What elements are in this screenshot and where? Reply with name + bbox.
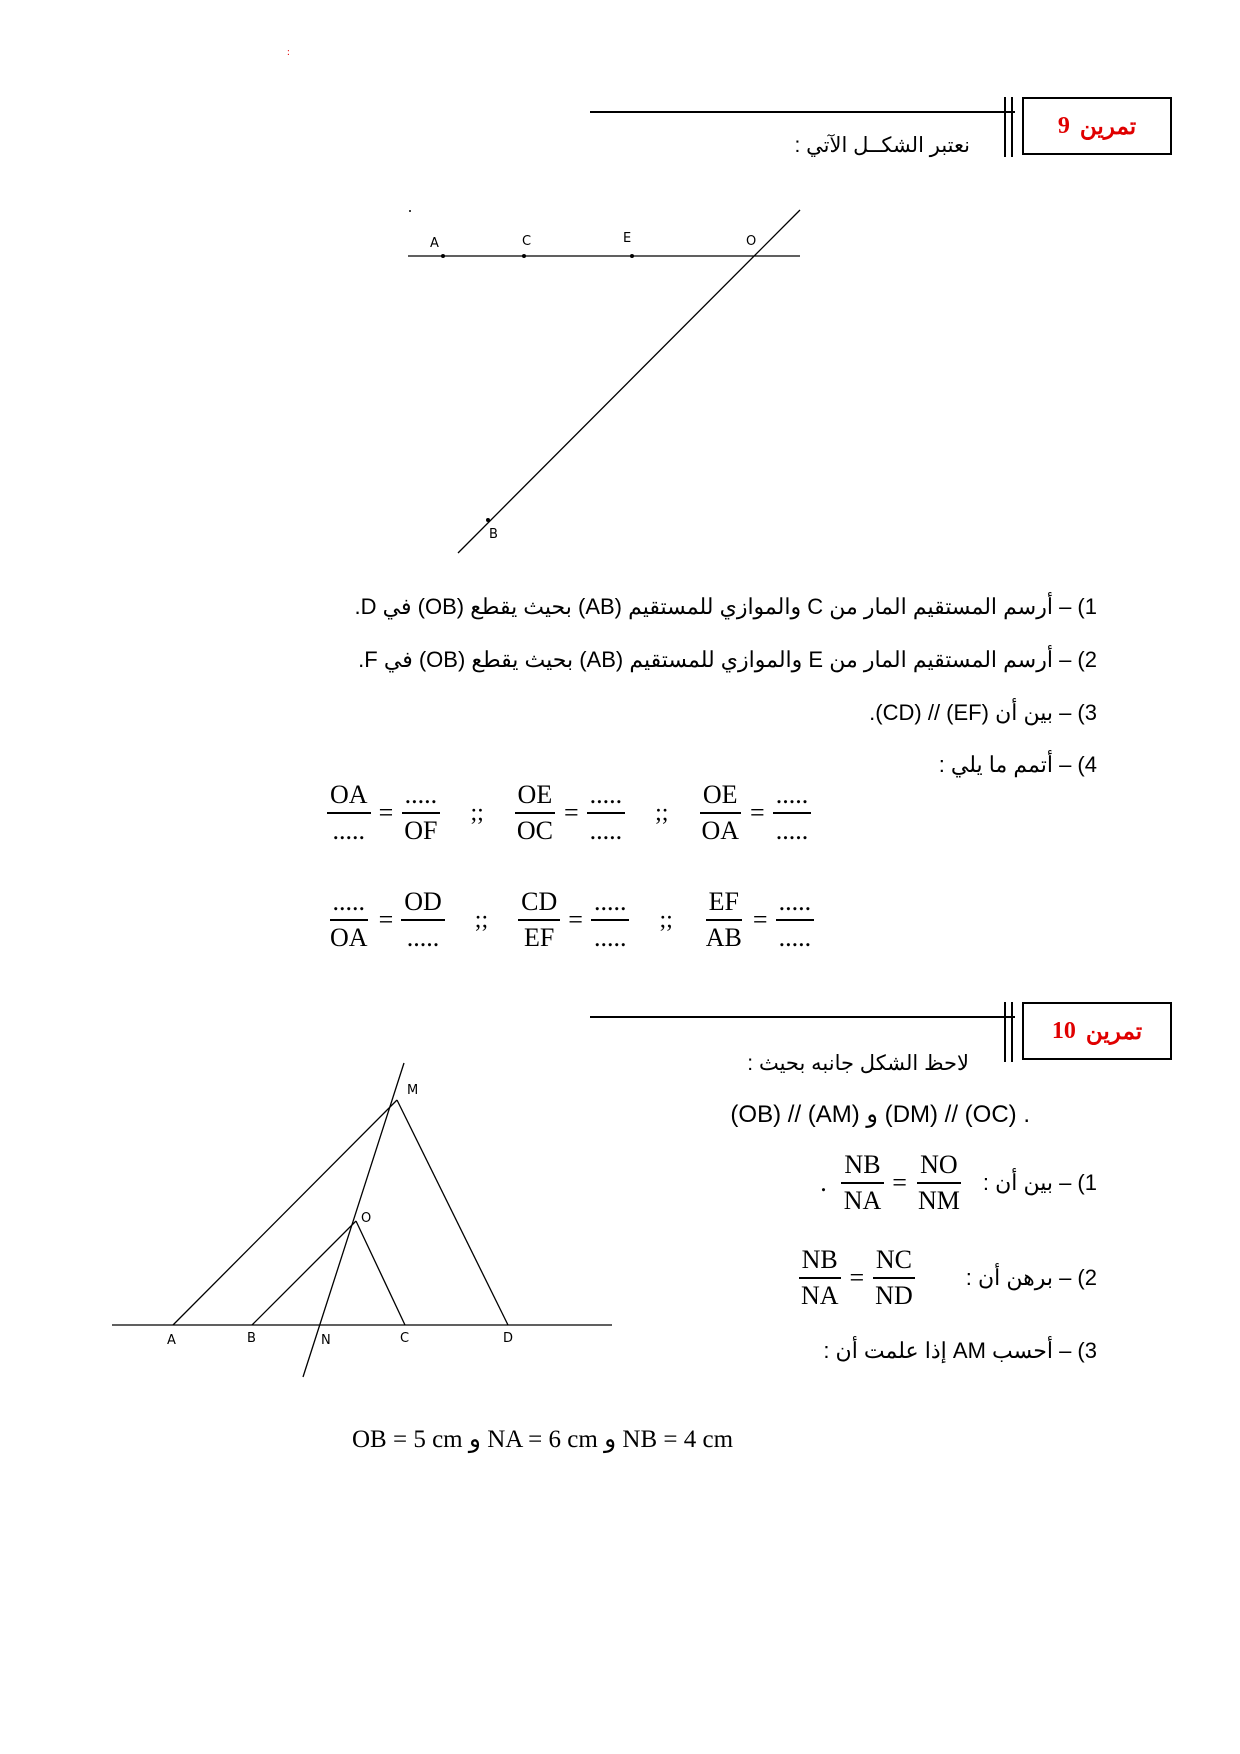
ex9-question-2: 2) – أرسم المستقيم المار من E والموازي للمستقيم (AB) بحيث يقطع (OB) في F. bbox=[358, 647, 1097, 672]
point-m-label: M bbox=[407, 1083, 419, 1098]
ratio-right: $\frac{.....}{.....}$ bbox=[587, 780, 626, 846]
ratio-left: $\frac{.....}{OA}$ bbox=[330, 887, 368, 952]
point-c-label: C bbox=[522, 234, 532, 249]
ex10-figure bbox=[0, 1040, 640, 1380]
ex10-question-2 bbox=[796, 1245, 1097, 1311]
ratio-left: $\frac{EF}{AB}$ bbox=[705, 887, 742, 952]
ex10-given: . (OC) // (DM) و (AM) // (OB) bbox=[730, 1101, 1030, 1128]
line-oc bbox=[356, 1221, 405, 1325]
ex10-title-box bbox=[1022, 1002, 1172, 1060]
point-a-label: A bbox=[430, 236, 439, 251]
ratio-left: $\frac{OE}{OC}$ bbox=[514, 780, 556, 846]
ex10-header-rule bbox=[590, 1016, 1015, 1018]
ratio-right: $\frac{.....}{.....}$ bbox=[773, 780, 812, 846]
point-e-dot bbox=[630, 254, 634, 258]
line-bo bbox=[252, 1221, 356, 1325]
ex9-question-1: 1) – أرسم المستقيم المار من C والموازي للمستقيم (AB) بحيث يقطع (OB) في D. bbox=[354, 594, 1097, 619]
point-e-label: E bbox=[623, 231, 632, 246]
point-a-dot bbox=[441, 254, 445, 258]
point-c-dot bbox=[522, 254, 526, 258]
line-mn-extended bbox=[303, 1063, 404, 1377]
point-o-label: O bbox=[746, 234, 757, 249]
ex9-title-number: 9 bbox=[1057, 112, 1070, 139]
ex10-q1-label: 1) – بين أن : bbox=[982, 1170, 1097, 1195]
point-b-label: B bbox=[247, 1331, 256, 1346]
ex10-header-divider bbox=[1004, 1002, 1006, 1062]
ratio-left: $\frac{CD}{EF}$ bbox=[518, 887, 560, 953]
point-d-label: D bbox=[503, 1331, 514, 1346]
point-b-dot bbox=[486, 518, 490, 522]
ex10-question-1 bbox=[820, 1150, 1097, 1216]
line-md bbox=[397, 1100, 508, 1325]
ex9-figure bbox=[0, 0, 1240, 600]
stray-mark: : bbox=[287, 47, 290, 58]
point-n-label: N bbox=[321, 1333, 331, 1348]
separator: ;; bbox=[659, 906, 673, 933]
point-b-label: B bbox=[489, 527, 498, 542]
point-a-label: A bbox=[167, 1333, 176, 1348]
ex10-header-divider bbox=[1011, 1002, 1013, 1062]
ex10-title-number: 10 bbox=[1051, 1017, 1076, 1044]
point-o-label: O bbox=[361, 1211, 372, 1226]
ex9-question-3: 3) – بين أن (EF) // (CD). bbox=[869, 700, 1097, 725]
ex10-q2-equation: $\frac{NB}{NA}$ = $\frac{NC}{ND}$ bbox=[796, 1245, 918, 1311]
stray-dot bbox=[409, 210, 411, 212]
ex9-question-4: 4) – أتمم ما يلي : bbox=[938, 752, 1097, 777]
ex10-intro: لاحظ الشكل جانبه بحيث : bbox=[747, 1052, 969, 1075]
ex9-title-word: تمرين bbox=[1079, 112, 1137, 139]
separator: ;; bbox=[655, 799, 669, 826]
ex10-q2-label: 2) – برهن أن : bbox=[965, 1265, 1097, 1290]
line-ob bbox=[458, 210, 800, 553]
ex10-data-line: OB = 5 cm و NA = 6 cm و NB = 4 cm bbox=[352, 1426, 734, 1453]
ratio-right: $\frac{.....}{OF}$ bbox=[401, 780, 440, 846]
ex9-intro: نعتبر الشكــل الآتي : bbox=[794, 134, 970, 157]
ex9-ratio-row-1: $\frac{OA}{.....}$ = $\frac{.....}{OF}$ ;; $\frac{OE}{OC}$ = $\frac{.....}{.....}$ ;; $\frac{OE}{OA}$ = $\frac{.....}{.....}$ bbox=[325, 780, 813, 846]
separator: ;; bbox=[470, 799, 484, 826]
ratio-left: $\frac{OA}{.....}$ bbox=[327, 780, 371, 846]
ex10-q1-equation: . $\frac{NB}{NA}$ = $\frac{NO}{NM}$ bbox=[820, 1150, 960, 1215]
ratio-right: $\frac{.....}{.....}$ bbox=[591, 887, 630, 953]
ratio-right: $\frac{OD}{.....}$ bbox=[401, 887, 445, 953]
separator: ;; bbox=[474, 906, 489, 933]
ratio-right: $\frac{.....}{.....}$ bbox=[776, 887, 815, 953]
ex9-ratio-row-2: $\frac{.....}{OA}$ = $\frac{OD}{.....}$ ;; $\frac{CD}{EF}$ = $\frac{.....}{.....}$ ;; $\frac{EF}{AB}$ = $\frac{.....}{.....}$ bbox=[325, 887, 816, 953]
ex10-title-word: تمرين bbox=[1085, 1017, 1143, 1044]
point-c-label: C bbox=[400, 1331, 410, 1346]
ex10-question-3: 3) – أحسب AM إذا علمت أن : bbox=[823, 1338, 1097, 1363]
ratio-left: $\frac{OE}{OA}$ bbox=[701, 780, 740, 845]
